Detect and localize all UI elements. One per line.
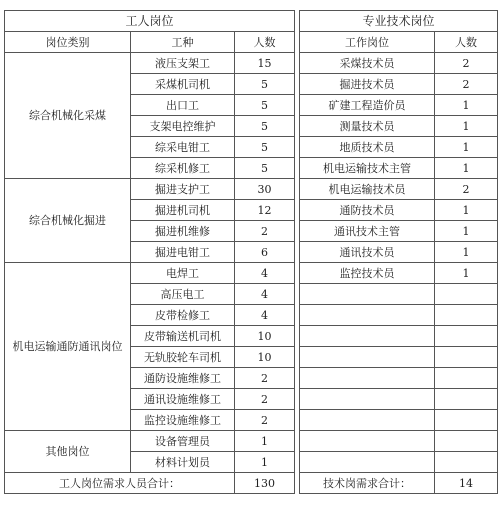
position-cell: 机电运输技术员	[300, 179, 435, 200]
position-cell: 矿建工程造价员	[300, 95, 435, 116]
category-header: 岗位类别	[5, 32, 131, 53]
category-cell: 综合机械化采煤	[5, 53, 131, 179]
position-count-cell	[435, 305, 498, 326]
job-type-cell: 皮带输送机司机	[131, 326, 235, 347]
position-count-cell: 2	[435, 53, 498, 74]
position-cell	[300, 410, 435, 431]
tech-total-label: 技术岗需求合计：	[300, 473, 435, 494]
job-type-cell: 设备管理员	[131, 431, 235, 452]
job-type-cell: 液压支架工	[131, 53, 235, 74]
position-cell: 通防技术员	[300, 200, 435, 221]
position-count-cell	[435, 368, 498, 389]
position-count-cell: 1	[435, 95, 498, 116]
count-cell: 10	[235, 347, 295, 368]
position-count-cell	[435, 347, 498, 368]
job-type-cell: 通防设施维修工	[131, 368, 235, 389]
count-cell: 5	[235, 158, 295, 179]
position-count-cell: 2	[435, 179, 498, 200]
position-cell	[300, 368, 435, 389]
count-cell: 1	[235, 431, 295, 452]
totals-row	[5, 473, 498, 494]
position-cell: 掘进技术员	[300, 74, 435, 95]
worker-positions-title: 工人岗位	[5, 11, 295, 32]
job-type-cell: 采煤机司机	[131, 74, 235, 95]
job-type-cell: 电焊工	[131, 263, 235, 284]
job-type-cell: 支架电控维护	[131, 116, 235, 137]
position-cell	[300, 284, 435, 305]
table-row	[5, 263, 498, 284]
job-type-cell: 综采机修工	[131, 158, 235, 179]
count-cell: 10	[235, 326, 295, 347]
job-type-cell: 掘进支护工	[131, 179, 235, 200]
count-cell: 2	[235, 389, 295, 410]
count-cell: 30	[235, 179, 295, 200]
title-row	[5, 11, 498, 32]
position-cell	[300, 326, 435, 347]
position-count-cell: 1	[435, 221, 498, 242]
count-cell: 2	[235, 410, 295, 431]
count-cell: 5	[235, 116, 295, 137]
worker-total-label: 工人岗位需求人员合计：	[5, 473, 235, 494]
position-count-cell	[435, 389, 498, 410]
position-count-cell	[435, 326, 498, 347]
position-cell	[300, 431, 435, 452]
position-cell: 通讯技术主管	[300, 221, 435, 242]
count-header: 人数	[235, 32, 295, 53]
position-cell	[300, 347, 435, 368]
category-cell: 综合机械化掘进	[5, 179, 131, 263]
worker-total-value: 130	[235, 473, 295, 494]
staffing-table	[4, 10, 498, 494]
position-cell	[300, 452, 435, 473]
count-cell: 6	[235, 242, 295, 263]
count-cell: 4	[235, 284, 295, 305]
job-type-cell: 无轨胶轮车司机	[131, 347, 235, 368]
position-count-cell: 1	[435, 242, 498, 263]
position-cell	[300, 389, 435, 410]
job-type-cell: 材料计划员	[131, 452, 235, 473]
job-type-header: 工种	[131, 32, 235, 53]
count-cell: 1	[235, 452, 295, 473]
position-count-cell: 1	[435, 116, 498, 137]
count-cell: 2	[235, 221, 295, 242]
job-type-cell: 掘进机维修	[131, 221, 235, 242]
count-cell: 12	[235, 200, 295, 221]
position-cell: 监控技术员	[300, 263, 435, 284]
position-count-cell: 1	[435, 158, 498, 179]
position-count-cell	[435, 410, 498, 431]
position-cell: 地质技术员	[300, 137, 435, 158]
job-type-cell: 掘进电钳工	[131, 242, 235, 263]
count-cell: 4	[235, 305, 295, 326]
staffing-table-container	[4, 10, 498, 494]
job-type-cell: 掘进机司机	[131, 200, 235, 221]
position-cell: 机电运输技术主管	[300, 158, 435, 179]
count-cell: 5	[235, 74, 295, 95]
count-cell: 15	[235, 53, 295, 74]
position-count-header: 人数	[435, 32, 498, 53]
position-count-cell	[435, 284, 498, 305]
position-count-cell	[435, 431, 498, 452]
header-row	[5, 32, 498, 53]
category-cell: 机电运输通防通讯岗位	[5, 263, 131, 431]
count-cell: 2	[235, 368, 295, 389]
position-cell: 通讯技术员	[300, 242, 435, 263]
table-row	[5, 179, 498, 200]
technical-positions-title: 专业技术岗位	[300, 11, 498, 32]
category-cell: 其他岗位	[5, 431, 131, 473]
job-type-cell: 出口工	[131, 95, 235, 116]
job-type-cell: 综采电钳工	[131, 137, 235, 158]
job-type-cell: 监控设施维修工	[131, 410, 235, 431]
position-cell: 采煤技术员	[300, 53, 435, 74]
count-cell: 4	[235, 263, 295, 284]
table-row	[5, 431, 498, 452]
job-type-cell: 通讯设施维修工	[131, 389, 235, 410]
position-cell: 测量技术员	[300, 116, 435, 137]
job-type-cell: 高压电工	[131, 284, 235, 305]
count-cell: 5	[235, 137, 295, 158]
position-header: 工作岗位	[300, 32, 435, 53]
count-cell: 5	[235, 95, 295, 116]
position-count-cell	[435, 452, 498, 473]
position-cell	[300, 305, 435, 326]
position-count-cell: 1	[435, 263, 498, 284]
job-type-cell: 皮带检修工	[131, 305, 235, 326]
tech-total-value: 14	[435, 473, 498, 494]
position-count-cell: 1	[435, 200, 498, 221]
table-row	[5, 53, 498, 74]
position-count-cell: 2	[435, 74, 498, 95]
position-count-cell: 1	[435, 137, 498, 158]
